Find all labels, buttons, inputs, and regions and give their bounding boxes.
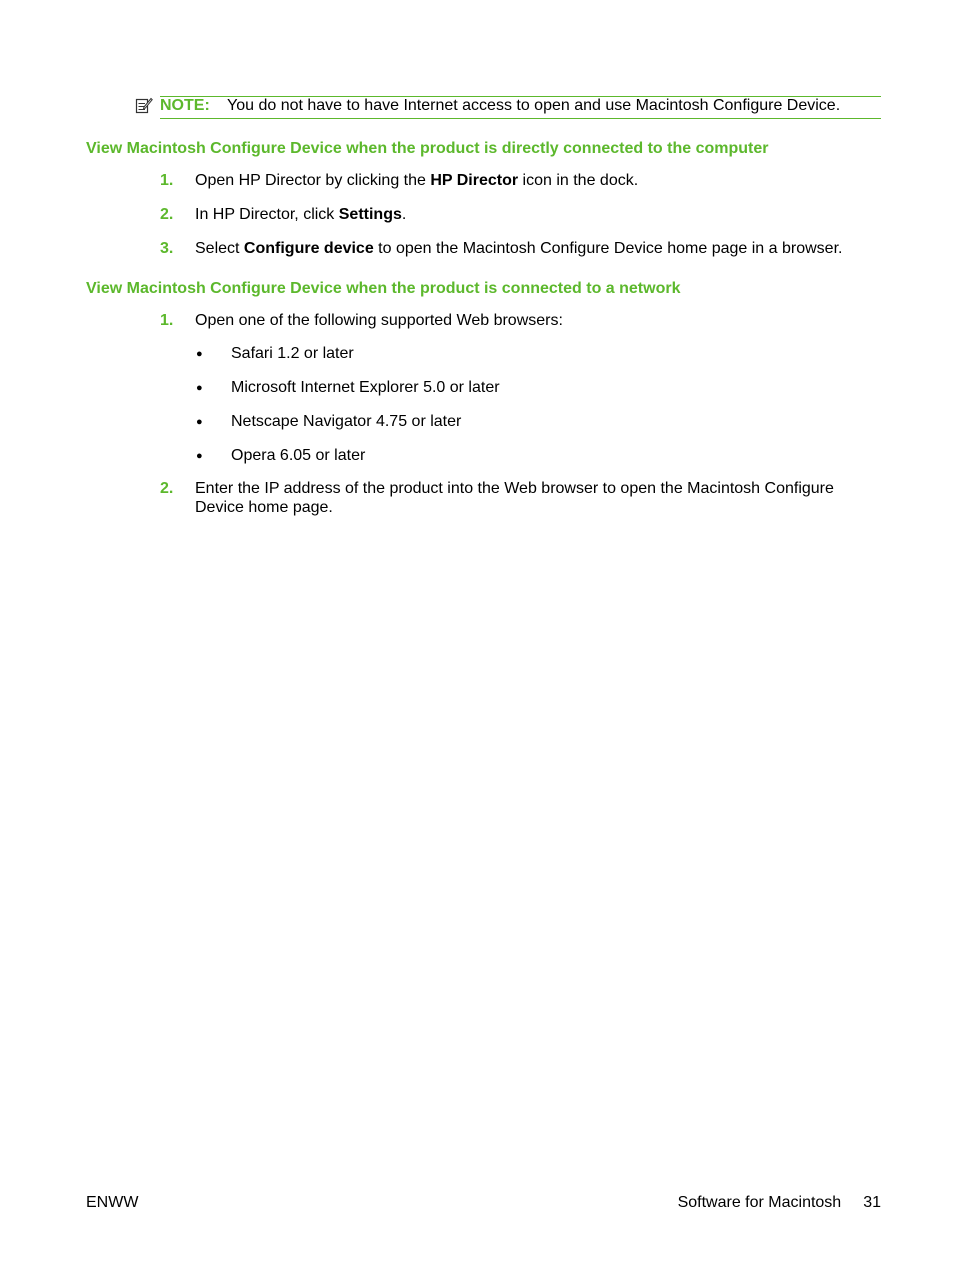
note-pencil-icon (135, 96, 153, 114)
list-item: Netscape Navigator 4.75 or later (231, 413, 462, 430)
section-heading-network: View Macintosh Configure Device when the product is connected to a network (86, 280, 681, 297)
bullet-icon: ● (196, 450, 203, 462)
note-label: NOTE: (160, 97, 210, 114)
step-text: Open HP Director by clicking the HP Director icon in the dock. (195, 172, 639, 189)
step-number: 2. (160, 480, 174, 497)
note-bottom-rule (160, 118, 881, 119)
footer-right (678, 1193, 881, 1213)
step-text: Enter the IP address of the product into the Web browser to open the Macintosh Configure Device home page. (195, 480, 834, 516)
page-number: 31 (863, 1194, 881, 1211)
step-number: 1. (160, 172, 174, 189)
bullet-icon: ● (196, 382, 203, 394)
step-text: Select Configure device to open the Macintosh Configure Device home page in a browser. (195, 240, 843, 257)
step-text: In HP Director, click Settings. (195, 206, 407, 223)
list-item: Microsoft Internet Explorer 5.0 or later (231, 379, 500, 396)
step-number: 3. (160, 240, 174, 257)
list-item: Opera 6.05 or later (231, 447, 366, 464)
step-number: 1. (160, 312, 174, 329)
note-text: You do not have to have Internet access to open and use Macintosh Configure Device. (227, 97, 841, 114)
step-text: Open one of the following supported Web browsers: (195, 312, 563, 329)
section-heading-direct: View Macintosh Configure Device when the product is directly connected to the computer (86, 140, 769, 157)
step-number: 2. (160, 206, 174, 223)
footer-section-title: Software for Macintosh (677, 1194, 842, 1211)
bullet-icon: ● (196, 416, 203, 428)
footer-left-label: ENWW (86, 1194, 139, 1211)
bullet-icon: ● (196, 348, 203, 360)
list-item: Safari 1.2 or later (231, 345, 354, 362)
